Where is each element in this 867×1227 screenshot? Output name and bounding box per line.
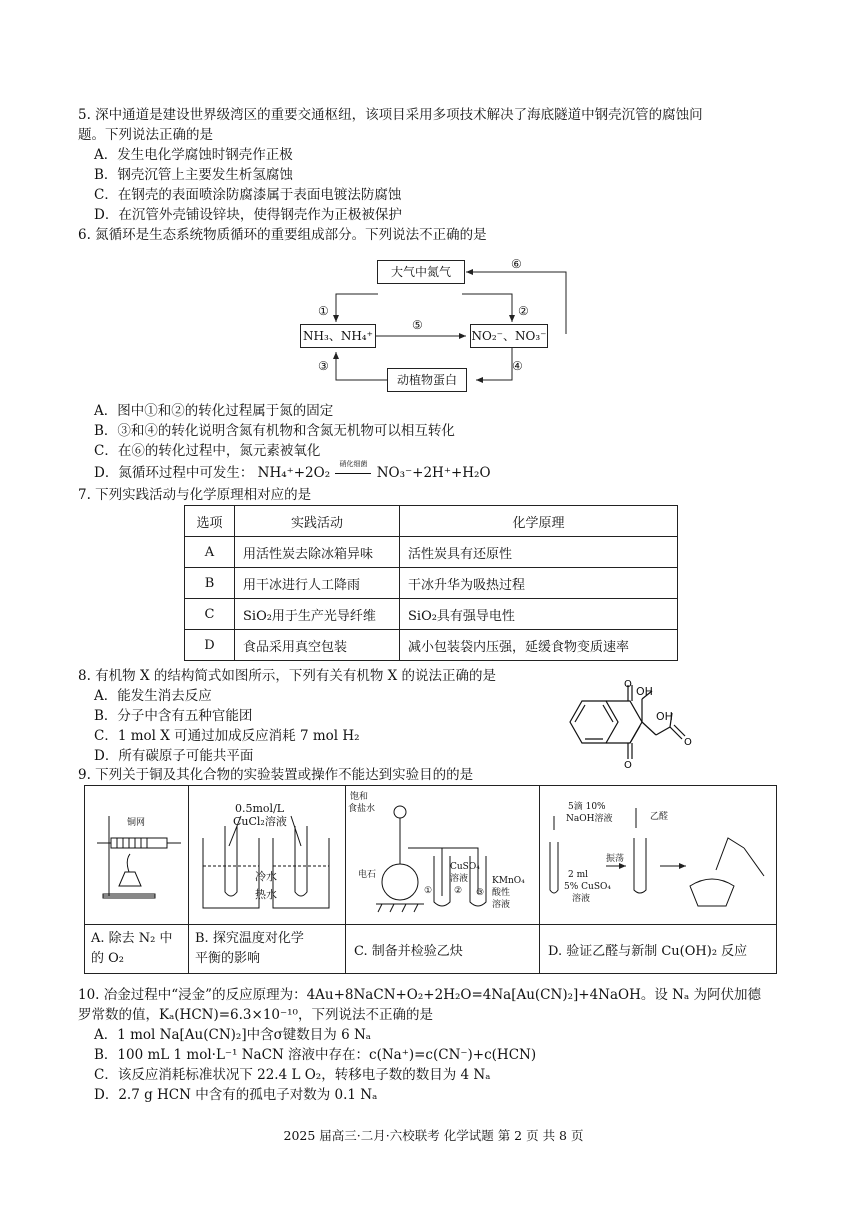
- structure-drawing: [560, 677, 710, 769]
- q5-option-a: A．发生电化学腐蚀时钢壳作正极: [94, 147, 293, 163]
- q9-option-b-line1: B. 探究温度对化学: [195, 931, 304, 946]
- q6-option-a: A．图中①和②的转化过程属于氮的固定: [94, 403, 334, 419]
- label-6: ⑥: [511, 257, 522, 271]
- q7-row-d-activity: 食品采用真空包装: [235, 630, 400, 661]
- naoh-label-1: 5滴 10%: [568, 802, 606, 812]
- q9-option-row: [85, 925, 777, 974]
- q7-stem: 7. 下列实践活动与化学原理相对应的是: [78, 487, 312, 503]
- q9-option-a: [85, 925, 189, 974]
- q8-option-a: A．能发生消去反应: [94, 688, 212, 704]
- kmno4-label-2: 酸性: [492, 888, 511, 898]
- q10-option-a: A．1 mol Na[Au(CN)₂]中含σ键数目为 6 Nₐ: [94, 1027, 372, 1043]
- q9-option-a-line1: A. 除去 N₂ 中: [91, 931, 173, 946]
- q7-header-option: 选项: [185, 506, 235, 537]
- hot-water-label: 热水: [255, 888, 277, 901]
- q9-figure-b: [189, 786, 346, 925]
- q6-eq-arrow: [334, 460, 372, 482]
- q7-row-c-activity: SiO₂用于生产光导纤维: [235, 599, 400, 630]
- q7-row-c-principle: SiO₂具有强导电性: [400, 599, 678, 630]
- q5-option-b: B．钢壳沉管上主要发生析氢腐蚀: [94, 167, 293, 183]
- q10-option-c: C．该反应消耗标准状况下 22.4 L O₂，转移电子数的数目为 4 Nₐ: [94, 1067, 491, 1083]
- q8-option-d: D．所有碳原子可能共平面: [94, 748, 254, 764]
- q6-eq-line: [335, 473, 371, 474]
- q9-option-b-line2: 平衡的影响: [195, 951, 261, 966]
- q9-option-a-line2: 的 O₂: [91, 951, 125, 966]
- q5-stem-line2: 题。下列说法正确的是: [78, 127, 213, 143]
- brine-label-1: 饱和: [350, 792, 369, 802]
- kmno4-label-3: 溶液: [492, 900, 511, 910]
- q7-header-activity: 实践活动: [235, 506, 400, 537]
- q9-option-d: D. 验证乙醛与新制 Cu(OH)₂ 反应: [540, 925, 777, 974]
- q6-eq-left: NH₄⁺+2O₂: [257, 465, 331, 481]
- q6-stem: 6. 氮循环是生态系统物质循环的重要组成部分。下列说法不正确的是: [78, 227, 487, 243]
- node-protein: 动植物蛋白: [387, 368, 467, 392]
- cuso4-label-2: 溶液: [450, 874, 469, 884]
- q9-figure-c: [346, 786, 540, 925]
- q6-option-b: B．③和④的转化说明含氮有机物和含氮无机物可以相互转化: [94, 423, 455, 439]
- q7-row-a-activity: 用活性炭去除冰箱异味: [235, 537, 400, 568]
- q7-header-row: [185, 506, 678, 537]
- cuso4-conc-label: 5% CuSO₄: [564, 882, 611, 892]
- q7-header-principle: 化学原理: [400, 506, 678, 537]
- table-row: [185, 568, 678, 599]
- page-footer: 2025 届高三·二月·六校联考 化学试题 第 2 页 共 8 页: [283, 1128, 584, 1143]
- cuso4-solution-label: 溶液: [572, 894, 591, 904]
- table-row: [185, 599, 678, 630]
- kmno4-label-1: KMnO₄: [492, 876, 525, 886]
- acetaldehyde-label: 乙醛: [650, 812, 669, 822]
- copper-mesh-label: 铜网: [127, 818, 146, 828]
- cold-water-label: 冷水: [255, 870, 277, 883]
- q7-row-b-option: B: [185, 568, 235, 599]
- q7-row-b-principle: 干冰升华为吸热过程: [400, 568, 678, 599]
- cucl2-conc-label: 0.5mol/L: [235, 802, 285, 815]
- q7-table: [184, 505, 678, 661]
- q7-row-d-principle: 减小包装袋内压强，延缓食物变质速率: [400, 630, 678, 661]
- q7-row-c-option: C: [185, 599, 235, 630]
- label-2: ②: [518, 304, 529, 318]
- table-row: [185, 537, 678, 568]
- calcium-carbide-label: 电石: [358, 870, 377, 880]
- node-atmospheric-nitrogen: 大气中氮气: [377, 260, 465, 284]
- svg-text:O: O: [684, 737, 692, 748]
- q9-table: [84, 785, 777, 974]
- apparatus-a-drawing: [85, 786, 188, 920]
- naoh-label-2: NaOH溶液: [566, 814, 613, 824]
- table-row: [185, 630, 678, 661]
- cucl2-solution-label: CuCl₂溶液: [233, 815, 287, 828]
- tube-3-label: ③: [476, 888, 485, 898]
- q5-stem-line1: 5. 深中通道是建设世界级湾区的重要交通枢纽，该项目采用多项技术解决了海底隧道中钢壳沉管的腐蚀问: [78, 107, 703, 123]
- q5-option-d: D．在沉管外壳铺设锌块，使得钢壳作为正极被保护: [94, 207, 402, 223]
- node-nitrite-nitrate: NO₂⁻、NO₃⁻: [470, 324, 548, 348]
- q9-figure-row: [85, 786, 777, 925]
- tube-1-label: ①: [424, 886, 433, 896]
- q7-row-b-activity: 用干冰进行人工降雨: [235, 568, 400, 599]
- q7-row-a-option: A: [185, 537, 235, 568]
- q9-figure-d: [540, 786, 777, 925]
- q6-option-d-prefix: D．氮循环过程中可发生：: [94, 465, 254, 481]
- svg-text:O: O: [624, 760, 632, 769]
- q10-stem-line2: 罗常数的值，Kₐ(HCN)=6.3×10⁻¹⁰，下列说法不正确的是: [78, 1007, 433, 1023]
- q10-option-d: D．2.7 g HCN 中含有的孤电子对数为 0.1 Nₐ: [94, 1087, 378, 1103]
- cuso4-label-1: CuSO₄: [450, 862, 480, 872]
- q7-row-a-principle: 活性炭具有还原性: [400, 537, 678, 568]
- label-4: ④: [512, 359, 523, 373]
- q9-stem: 9. 下列关于铜及其化合物的实验装置或操作不能达到实验目的的是: [78, 767, 474, 783]
- q7-row-d-option: D: [185, 630, 235, 661]
- svg-text:O: O: [624, 679, 632, 690]
- q8-stem: 8. 有机物 X 的结构简式如图所示，下列有关有机物 X 的说法正确的是: [78, 668, 497, 684]
- q6-option-c: C．在⑥的转化过程中，氮元素被氧化: [94, 443, 321, 459]
- label-1: ①: [318, 304, 329, 318]
- q6-eq-right: NO₃⁻+2H⁺+H₂O: [376, 465, 491, 481]
- hydroxyl-label-acid: OH: [656, 710, 673, 723]
- q9-option-b: [189, 925, 346, 974]
- q6-option-d: [94, 460, 491, 482]
- cuso4-vol-label: 2 ml: [568, 870, 588, 880]
- q9-figure-a: [85, 786, 189, 925]
- tube-2-label: ②: [454, 886, 463, 896]
- label-5: ⑤: [412, 318, 423, 332]
- q10-stem-line1: 10. 冶金过程中“浸金”的反应原理为：4Au+8NaCN+O₂+2H₂O=4Na[Au(CN)₂]+4NaOH。设 Nₐ 为阿伏加德: [78, 987, 761, 1003]
- q10-option-b: B．100 mL 1 mol·L⁻¹ NaCN 溶液中存在：c(Na⁺)=c(CN⁻)+c(HCN): [94, 1047, 537, 1063]
- q8-option-b: B．分子中含有五种官能团: [94, 708, 253, 724]
- label-3: ③: [318, 359, 329, 373]
- brine-label-2: 食盐水: [348, 804, 376, 814]
- hydroxyl-label-top: OH: [636, 685, 653, 698]
- q9-option-c: C. 制备并检验乙炔: [346, 925, 540, 974]
- shake-label: 振荡: [606, 854, 625, 864]
- q5-option-c: C．在钢壳的表面喷涂防腐漆属于表面电镀法防腐蚀: [94, 187, 402, 203]
- q6-eq-condition: 硝化细菌: [339, 460, 368, 468]
- node-ammonia: NH₃、NH₄⁺: [300, 324, 376, 348]
- q8-option-c: C．1 mol X 可通过加成反应消耗 7 mol H₂: [94, 728, 360, 744]
